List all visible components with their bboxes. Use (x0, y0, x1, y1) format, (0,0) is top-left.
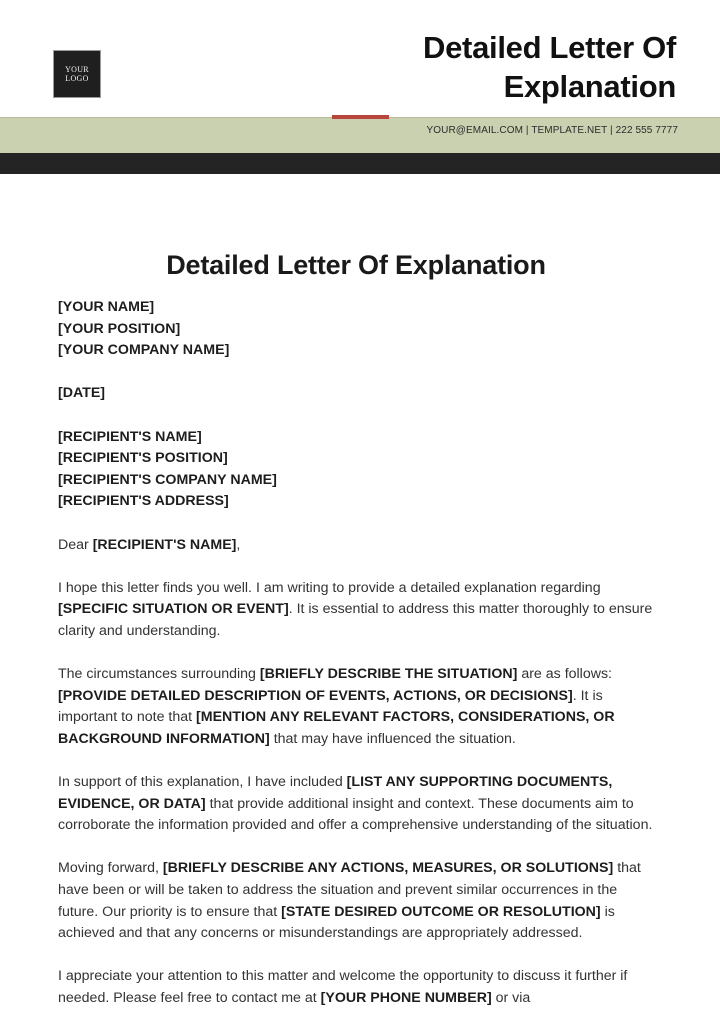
sender-company: [YOUR COMPANY NAME] (58, 342, 230, 359)
p3-text-1: In support of this explanation, I have included (58, 774, 347, 791)
letter-date: [DATE] (58, 385, 106, 402)
recipient-name: [RECIPIENT'S NAME] (58, 428, 202, 445)
sender-name: [YOUR NAME] (58, 299, 155, 315)
p2-text-1: The circumstances surrounding (58, 666, 260, 683)
letter-body (58, 297, 658, 1031)
p2-placeholder-3: [MENTION ANY RELEVANT FACTORS, CONSIDERATIONS, OR BACKGROUND INFORMATION] (58, 709, 615, 747)
letterhead (0, 0, 720, 175)
date-block (58, 383, 658, 405)
header-title: Detailed Letter Of Explanation (423, 30, 676, 104)
p4-placeholder-2: [STATE DESIRED OUTCOME OR RESOLUTION] (281, 903, 601, 920)
p5-placeholder-1: [YOUR PHONE NUMBER] (320, 990, 492, 1006)
salutation-prefix: Dear (58, 536, 93, 553)
p1-text-1: I hope this letter finds you well. I am writing to provide a detailed explanation regarding (58, 579, 601, 596)
header-accent-line (332, 115, 389, 119)
company-logo (53, 50, 101, 98)
p5-text-2: or via (491, 990, 531, 1006)
p2-placeholder-1: [BRIEFLY DESCRIBE THE SITUATION] (259, 666, 518, 683)
p3-placeholder-1: [LIST ANY SUPPORTING DOCUMENTS, EVIDENCE, OR DATA] (58, 774, 613, 812)
recipient-block (58, 427, 658, 513)
sender-position: [YOUR POSITION] (58, 320, 181, 337)
recipient-company: [RECIPIENT'S COMPANY NAME] (58, 471, 277, 488)
p5-text-1: I appreciate your attention to this matter and welcome the opportunity to discuss it further if needed. Please feel free to contact me at (58, 968, 628, 1006)
p2-text-4: that may have influenced the situation. (269, 730, 516, 747)
logo-text: YOUR LOGO (65, 65, 89, 83)
paragraph-moving-forward (58, 858, 658, 944)
paragraph-closing (58, 966, 658, 1009)
p3-text-2: that provide additional insight and context. These documents aim to corroborate the information provided and offer a comprehensive understanding of the situation. (58, 795, 653, 834)
paragraph-intro (58, 578, 658, 643)
p4-text-3: is achieved and that any concerns or misunderstandings are appropriately addressed. (58, 903, 615, 942)
p4-text-2: that have been or will be taken to address the situation and prevent similar occurrences in the future. Our priority is to ensure that (58, 860, 641, 920)
salutation-name: [RECIPIENT'S NAME] (92, 536, 237, 553)
p1-text-2: . It is essential to address this matter thoroughly to ensure clarity and understanding. (58, 601, 653, 639)
sender-block (58, 297, 658, 362)
p2-text-3: . It is important to note that (58, 687, 603, 726)
contact-info: YOUR@EMAIL.COM | TEMPLATE.NET | 222 555 7777 (426, 125, 678, 136)
p2-placeholder-2: [PROVIDE DETAILED DESCRIPTION OF EVENTS, ACTIONS, OR DECISIONS] (58, 687, 573, 704)
recipient-position: [RECIPIENT'S POSITION] (58, 450, 228, 467)
salutation-suffix: , (236, 536, 241, 553)
p1-placeholder-1: [SPECIFIC SITUATION OR EVENT] (58, 601, 289, 618)
paragraph-support (58, 772, 658, 837)
header-dark-bar (0, 153, 720, 174)
document-title: Detailed Letter Of Explanation (166, 250, 546, 280)
p4-placeholder-1: [BRIEFLY DESCRIBE ANY ACTIONS, MEASURES, OR SOLUTIONS] (162, 860, 614, 877)
recipient-address: [RECIPIENT'S ADDRESS] (58, 493, 229, 510)
p4-text-1: Moving forward, (58, 860, 163, 877)
p2-text-2: are as follows: (517, 666, 612, 683)
paragraph-circumstances (58, 664, 658, 750)
salutation (58, 535, 658, 557)
